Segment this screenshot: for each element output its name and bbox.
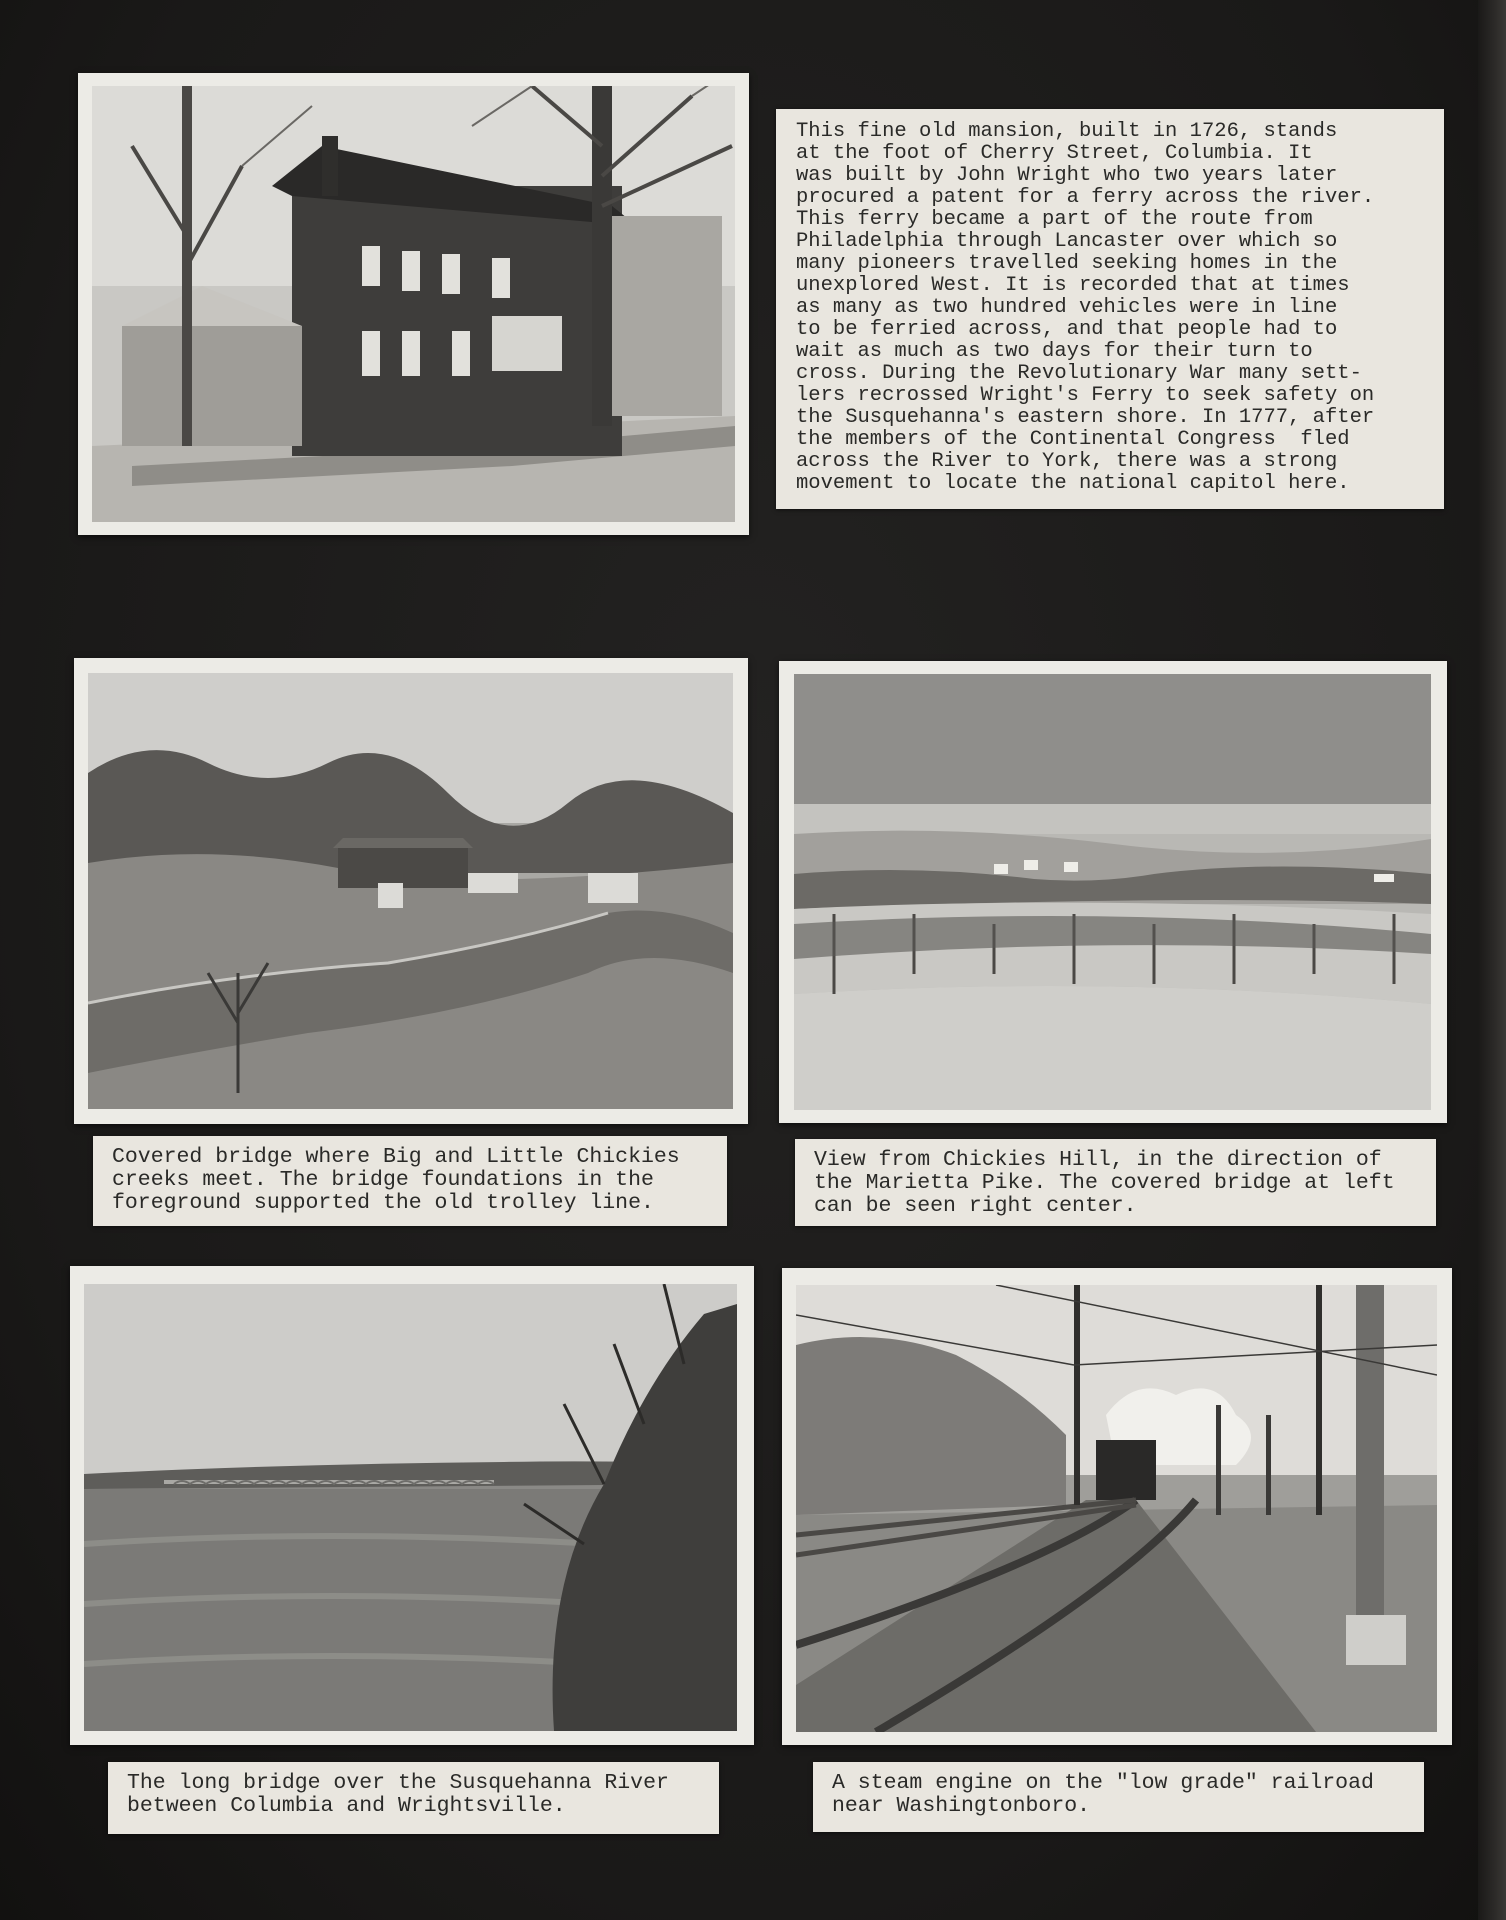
caption-line: as many as two hundred vehicles were in line [796, 296, 1338, 319]
photo-covered-bridge [74, 658, 748, 1124]
caption-line: at the foot of Cherry Street, Columbia. It [796, 142, 1313, 165]
caption-line: procured a patent for a ferry across the river. [796, 186, 1375, 209]
photo-steam-engine [782, 1268, 1452, 1745]
long-bridge-photo-image [84, 1284, 737, 1731]
caption-line: creeks meet. The bridge foundations in the [112, 1168, 654, 1192]
caption-chickies-hill [795, 1139, 1436, 1226]
caption-covered-bridge [93, 1136, 727, 1226]
photo-mansion [78, 73, 749, 535]
steam-engine-photo-image [796, 1285, 1437, 1732]
photo-long-bridge [70, 1266, 754, 1745]
caption-line: across the River to York, there was a strong [796, 450, 1338, 473]
caption-steam-engine [813, 1762, 1424, 1832]
chickies-hill-photo-image [794, 674, 1431, 1110]
caption-line: This fine old mansion, built in 1726, stands [796, 120, 1338, 143]
album-binding-edge [1478, 0, 1506, 1920]
caption-line: The long bridge over the Susquehanna River [127, 1771, 669, 1795]
caption-line: This ferry became a part of the route from [796, 208, 1313, 231]
caption-line: View from Chickies Hill, in the direction of [814, 1148, 1382, 1172]
caption-mansion [776, 109, 1444, 509]
caption-line: Covered bridge where Big and Little Chickies [112, 1145, 680, 1169]
caption-line: lers recrossed Wright's Ferry to seek safety on [796, 384, 1375, 407]
caption-line: to be ferried across, and that people had to [796, 318, 1338, 341]
caption-long-bridge [108, 1762, 719, 1834]
caption-line: many pioneers travelled seeking homes in the [796, 252, 1338, 275]
caption-line: Philadelphia through Lancaster over which so [796, 230, 1338, 253]
caption-line: near Washingtonboro. [832, 1794, 1091, 1818]
caption-line: cross. During the Revolutionary War many sett- [796, 362, 1362, 385]
caption-line: A steam engine on the "low grade" railroad [832, 1771, 1374, 1795]
caption-line: can be seen right center. [814, 1194, 1137, 1218]
photo-chickies-hill [779, 661, 1447, 1123]
mansion-photo-image [92, 86, 735, 522]
caption-line: the Susquehanna's eastern shore. In 1777, after [796, 406, 1375, 429]
caption-line: was built by John Wright who two years later [796, 164, 1338, 187]
covered-bridge-photo-image [88, 673, 733, 1109]
caption-line: the Marietta Pike. The covered bridge at left [814, 1171, 1395, 1195]
caption-line: wait as much as two days for their turn to [796, 340, 1313, 363]
caption-line: movement to locate the national capitol here. [796, 472, 1350, 495]
caption-line: unexplored West. It is recorded that at times [796, 274, 1350, 297]
caption-line: between Columbia and Wrightsville. [127, 1794, 566, 1818]
caption-line: foreground supported the old trolley line. [112, 1191, 654, 1215]
caption-line: the members of the Continental Congress fled [796, 428, 1350, 451]
